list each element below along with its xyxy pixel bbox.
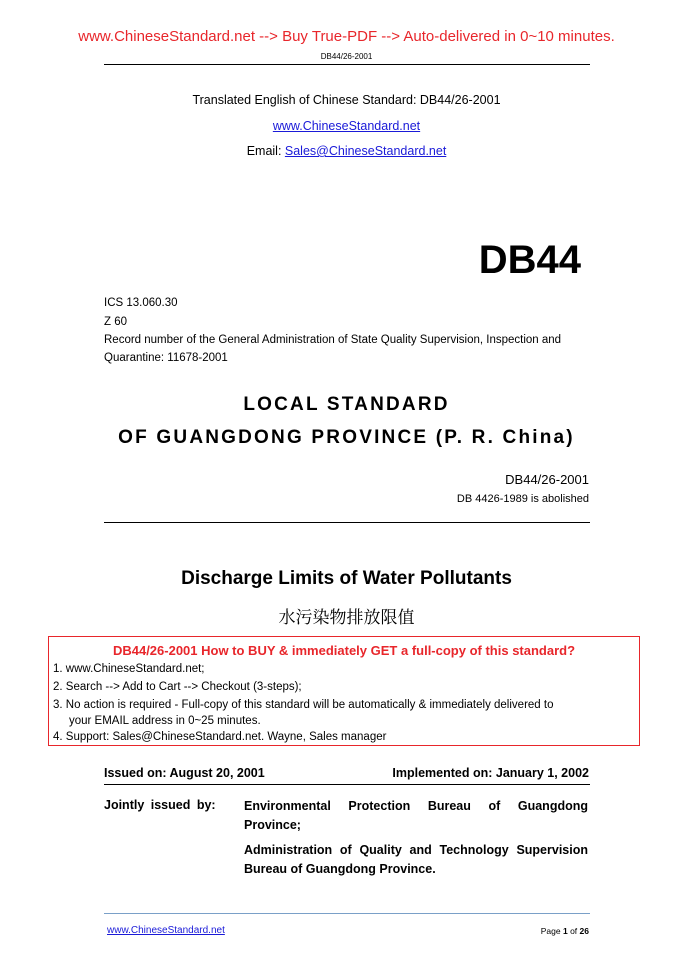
buy-heading: DB44/26-2001 How to BUY & immediately GET a full-copy of this standard?	[112, 643, 576, 658]
buy-step-3-cont: your EMAIL address in 0~25 minutes.	[53, 715, 261, 727]
abolished-note: DB 4426-1989 is abolished	[456, 493, 589, 505]
record-number-line1: Record number of the General Administration of State Quality Supervision, Inspection and	[104, 334, 562, 346]
standard-prefix: DB44	[478, 238, 581, 282]
email-label: Email:	[246, 144, 285, 158]
page-of: of	[567, 926, 580, 936]
site-link[interactable]: www.ChineseStandard.net	[272, 119, 421, 133]
heading-line1: LOCAL STANDARD	[243, 394, 450, 415]
page-prefix: Page	[540, 926, 563, 936]
promo-banner[interactable]: www.ChineseStandard.net --> Buy True-PDF --> Auto-delivered in 0~10 minutes.	[78, 28, 615, 45]
header-rule	[104, 64, 590, 65]
page-number: 1	[562, 926, 568, 936]
divider-rule	[104, 522, 590, 523]
record-number-line2: Quarantine: 11678-2001	[104, 352, 228, 364]
buy-step-4: 4. Support: Sales@ChineseStandard.net. Wayne, Sales manager	[53, 731, 387, 743]
ics-code: ICS 13.060.30	[104, 297, 178, 309]
buy-step-2: 2. Search --> Add to Cart --> Checkout (3-steps);	[53, 681, 302, 693]
issuer-1: Environmental Protection Bureau of Guangdong Province;	[244, 799, 588, 832]
page-indicator	[541, 926, 589, 936]
title-chinese: 水污染物排放限值	[278, 608, 415, 627]
heading-line2: OF GUANGDONG PROVINCE (P. R. China)	[118, 427, 575, 448]
standard-code: DB44/26-2001	[505, 472, 589, 487]
footer-link[interactable]: www.ChineseStandard.net	[107, 925, 225, 936]
z-code: Z 60	[104, 316, 128, 328]
jointly-issued-label: Jointly issued by:	[104, 798, 216, 812]
email-link[interactable]: Sales@ChineseStandard.net	[284, 144, 447, 158]
footer-rule	[104, 913, 590, 914]
issued-date: Issued on: August 20, 2001	[104, 766, 265, 780]
dates-rule	[104, 784, 590, 785]
header-doc-id: DB44/26-2001	[320, 52, 373, 61]
title-english: Discharge Limits of Water Pollutants	[181, 568, 512, 589]
buy-step-3: 3. No action is required - Full-copy of this standard will be automatically & immediately delivered to	[53, 699, 554, 711]
buy-info-box	[48, 636, 640, 746]
buy-step-1: 1. www.ChineseStandard.net;	[53, 663, 205, 675]
implemented-date: Implemented on: January 1, 2002	[392, 766, 589, 780]
translated-note: Translated English of Chinese Standard: DB44/26-2001	[192, 93, 501, 107]
issuer-2: Administration of Quality and Technology Supervision Bureau of Guangdong Province.	[244, 843, 588, 876]
email-line	[0, 144, 693, 158]
page-total: 26	[579, 926, 589, 936]
